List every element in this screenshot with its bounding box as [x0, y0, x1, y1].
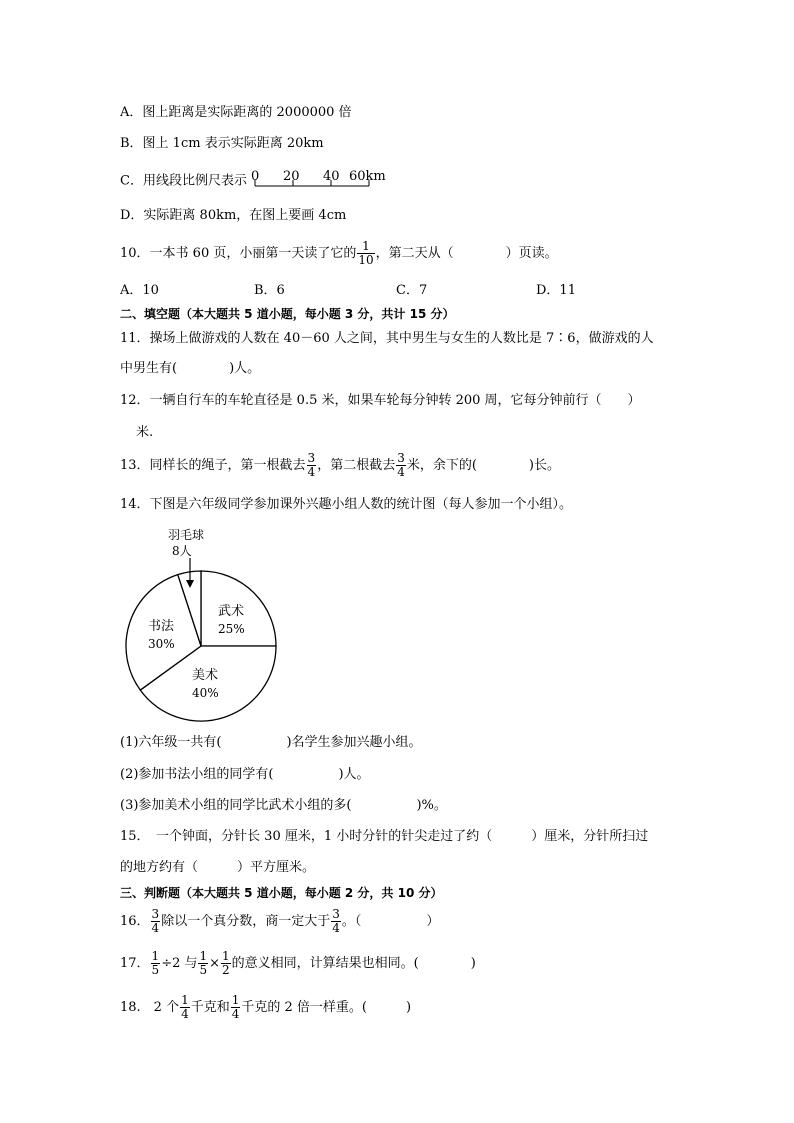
frac-num: 1: [181, 993, 189, 1007]
fraction: [357, 240, 374, 267]
option-b: B．图上 1cm 表示实际距离 20km: [120, 136, 324, 151]
frac-num: 3: [307, 451, 316, 465]
frac-den: 4: [231, 1007, 240, 1021]
calligraphy-percent: 30%: [148, 637, 175, 651]
q18-post: 千克的 2 倍一样重。( ): [241, 1000, 412, 1015]
scale-label-40: 40: [323, 169, 340, 184]
badminton-label: 羽毛球: [168, 528, 205, 542]
q10-option-a: A．10: [120, 283, 159, 298]
q13-mid: ，第二根截去: [317, 458, 396, 473]
frac-den: 2: [222, 963, 230, 977]
frac-den: 5: [199, 963, 208, 977]
fraction: [151, 950, 161, 977]
option-d: D．实际距离 80km，在图上要画 4cm: [120, 208, 347, 223]
q10-pre: 10．一本书 60 页，小丽第一天读了它的: [120, 246, 357, 261]
q14-sub1: (1)六年级一共有( )名学生参加兴趣小组。: [120, 735, 422, 750]
q17-num: 17．: [120, 956, 150, 971]
option-a: A．图上距离是实际距离的 2000000 倍: [120, 105, 352, 120]
q14-stem: 14．下图是六年级同学参加课外兴趣小组人数的统计图（每人参加一个小组）。: [120, 497, 573, 512]
question-13: [120, 452, 560, 479]
section-3-heading: 三、判断题（本大题共 5 道小题，每小题 2 分，共 10 分）: [120, 886, 443, 900]
frac-den: 5: [151, 963, 160, 977]
q18-pre: 18. 2 个: [120, 1000, 180, 1015]
q14-sub3: (3)参加美术小组的同学比武术小组的多( )%。: [120, 798, 447, 813]
q17-b: ×: [209, 956, 221, 971]
wushu-label: 武术: [218, 604, 245, 619]
q12-line2: 米.: [136, 425, 154, 440]
q14-sub2: (2)参加书法小组的同学有( )人。: [120, 767, 370, 782]
q17-post: 的意义相同，计算结果也相同。( ): [231, 956, 476, 971]
calligraphy-label: 书法: [148, 619, 175, 634]
line-scale: [251, 168, 391, 194]
frac-num: 1: [222, 949, 230, 963]
frac-num: 3: [397, 451, 405, 465]
fraction: [307, 452, 317, 479]
scale-label-20: 20: [283, 169, 300, 184]
art-label: 美术: [192, 668, 219, 683]
q10-option-b: B．6: [254, 283, 285, 298]
question-17: [120, 950, 476, 977]
question-18: [120, 994, 411, 1021]
fraction: [151, 908, 161, 935]
pie-chart: [118, 526, 288, 726]
fraction: [331, 908, 341, 935]
q10-post: ，第二天从（ ）页读。: [375, 246, 558, 261]
fraction: [180, 994, 190, 1021]
q15-line1: 15． 一个钟面，分针长 30 厘米，1 小时分针的针尖走过了约（ ）厘米，分针所扫过: [120, 829, 649, 844]
q16-num: 16．: [120, 914, 150, 929]
frac-num: 3: [151, 907, 160, 921]
frac-den: 4: [181, 1007, 189, 1021]
q16-post: 。（ ）: [341, 914, 440, 929]
q13-pre: 13．同样长的绳子，第一根截去: [120, 458, 306, 473]
q17-a: ÷2 与: [161, 956, 198, 971]
q15-line2: 的地方约有（ ）平方厘米。: [120, 860, 316, 875]
art-percent: 40%: [192, 686, 219, 700]
question-10: [120, 240, 558, 267]
frac-den: 10: [358, 253, 374, 267]
q12-line1: 12．一辆自行车的车轮直径是 0.5 米，如果车轮每分钟转 200 周，它每分钟前行（ ）: [120, 393, 641, 408]
fraction: [198, 950, 208, 977]
question-16: [120, 908, 439, 935]
q11-line2: 中男生有( )人。: [120, 361, 261, 376]
fraction: [231, 994, 241, 1021]
frac-num: 1: [199, 949, 208, 963]
fraction: [221, 950, 231, 977]
q11-line1: 11．操场上做游戏的人数在 40－60 人之间，其中男生与女生的人数比是 7∶6，做游戏的人: [120, 331, 654, 346]
frac-num: 1: [357, 240, 374, 254]
frac-den: 4: [332, 921, 340, 935]
frac-den: 4: [397, 465, 405, 479]
q10-option-d: D．11: [536, 283, 576, 298]
frac-num: 3: [332, 907, 340, 921]
q16-mid: 除以一个真分数，商一定大于: [161, 914, 331, 929]
badminton-count: 8人: [172, 544, 192, 558]
q10-option-c: C．7: [396, 283, 428, 298]
frac-num: 1: [231, 993, 240, 1007]
fraction: [396, 452, 406, 479]
section-2-heading: 二、填空题（本大题共 5 道小题，每小题 3 分，共计 15 分）: [120, 307, 455, 321]
wushu-percent: 25%: [218, 622, 245, 636]
frac-num: 1: [151, 949, 160, 963]
scale-label-0: 0: [251, 169, 260, 184]
q18-mid: 千克和: [190, 1000, 230, 1015]
q13-post: 米，余下的( )长。: [406, 458, 560, 473]
option-c-text: C．用线段比例尺表示: [120, 173, 247, 189]
scale-label-60km: 60km: [349, 169, 386, 184]
option-c: [120, 168, 391, 194]
frac-den: 4: [151, 921, 160, 935]
frac-den: 4: [307, 465, 316, 479]
